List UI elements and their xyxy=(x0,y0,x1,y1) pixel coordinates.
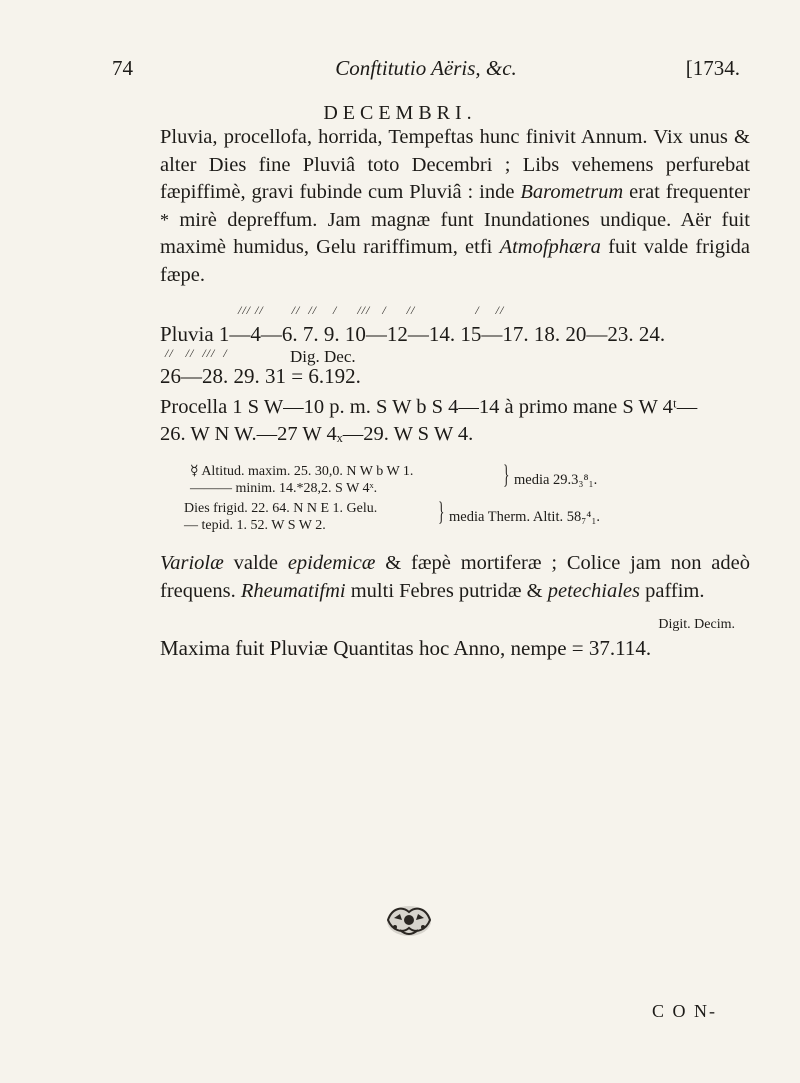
rain-days-line-2 xyxy=(160,347,361,389)
barometer-mean: media 29.3₃⁸₁. xyxy=(514,472,598,488)
page-header xyxy=(112,56,740,86)
text-run: paffim. xyxy=(639,579,705,602)
rain-amount-marks: /// // // // / /// / // / // xyxy=(238,303,505,317)
running-title: Conftitutio Aëris, &c. xyxy=(335,56,517,80)
disease-paragraph xyxy=(160,550,750,605)
text-run: valde xyxy=(223,552,288,574)
italic-term: petechiales xyxy=(547,579,640,602)
year-label: [1734. xyxy=(685,56,740,80)
brace-icon: } xyxy=(503,460,510,489)
dig-dec-label: Dig. Dec. xyxy=(290,347,356,366)
digit-decim-label: Digit. Decim. xyxy=(658,617,735,632)
text-run: Pluvia, procellofa, horrida, Tempeftas hunc finivit Annum. Vix unus & alter Dies fine Pluviâ toto Decembri ; Libs vehemens perfurebat fæpiffimè, gravi fubinde cum Pluviâ : inde xyxy=(160,126,750,203)
thermometer-cold: Dies frigid. 22. 64. N N E 1. Gelu. xyxy=(184,501,378,516)
text-run: fuit valde frigida fæpe. xyxy=(160,236,750,286)
italic-term: Atmofphæra xyxy=(499,236,601,258)
brace-icon: } xyxy=(438,497,445,526)
thermometer-warm: — tepid. 1. 52. W S W 2. xyxy=(184,518,326,533)
asterisk-mark: * xyxy=(160,209,169,230)
text-run: multi Febres putridæ & xyxy=(345,579,548,602)
page-number: 74 xyxy=(112,56,133,80)
italic-term: epidemicæ xyxy=(287,552,376,574)
thermometer-mean: media Therm. Altit. 58₇⁴₁. xyxy=(449,509,601,525)
italic-term: Rheumatifmi xyxy=(240,579,346,602)
month-heading: DECEMBRI. xyxy=(323,102,477,124)
storm-line-2: 26. W N W.—27 W 4ₓ—29. W S W 4. xyxy=(160,423,474,445)
text-run: erat frequenter xyxy=(623,181,750,203)
rain-total-text: 26—28. 29. 31 = 6.192. xyxy=(160,364,361,388)
rain-days-line: Pluvia 1—4—6. 7. 9. 10—12—14. 15—17. 18. 20—23. 24. xyxy=(160,322,666,346)
barometer-min: ——— minim. 14.*28,2. S W 4ˣ. xyxy=(190,481,378,496)
storm-line-1: Procella 1 S W—10 p. m. S W b S 4—14 à primo mane S W 4ᵗ— xyxy=(160,396,698,418)
rain-maximum-line: Maxima fuit Pluviæ Quantitas hoc Anno, nempe = 37.114. xyxy=(160,636,652,660)
rain-amount-marks-2: // // /// / xyxy=(165,346,228,360)
printers-ornament-icon xyxy=(380,900,438,942)
text-run: mirè depreffum. Jam magnæ funt Inundationes undique. Aër fuit maximè humidus, Gelu rariffimum, etfi xyxy=(160,208,750,258)
italic-term: Barometrum xyxy=(520,181,624,203)
italic-term: Variolæ xyxy=(160,552,224,574)
catchword: C O N- xyxy=(652,1001,717,1021)
barometer-max: ☿ Altitud. maxim. 25. 30,0. N W b W 1. xyxy=(190,464,414,479)
text-run: & fæpè mortiferæ ; Colice jam non adeò frequens. xyxy=(160,552,750,602)
weather-paragraph xyxy=(160,124,750,289)
